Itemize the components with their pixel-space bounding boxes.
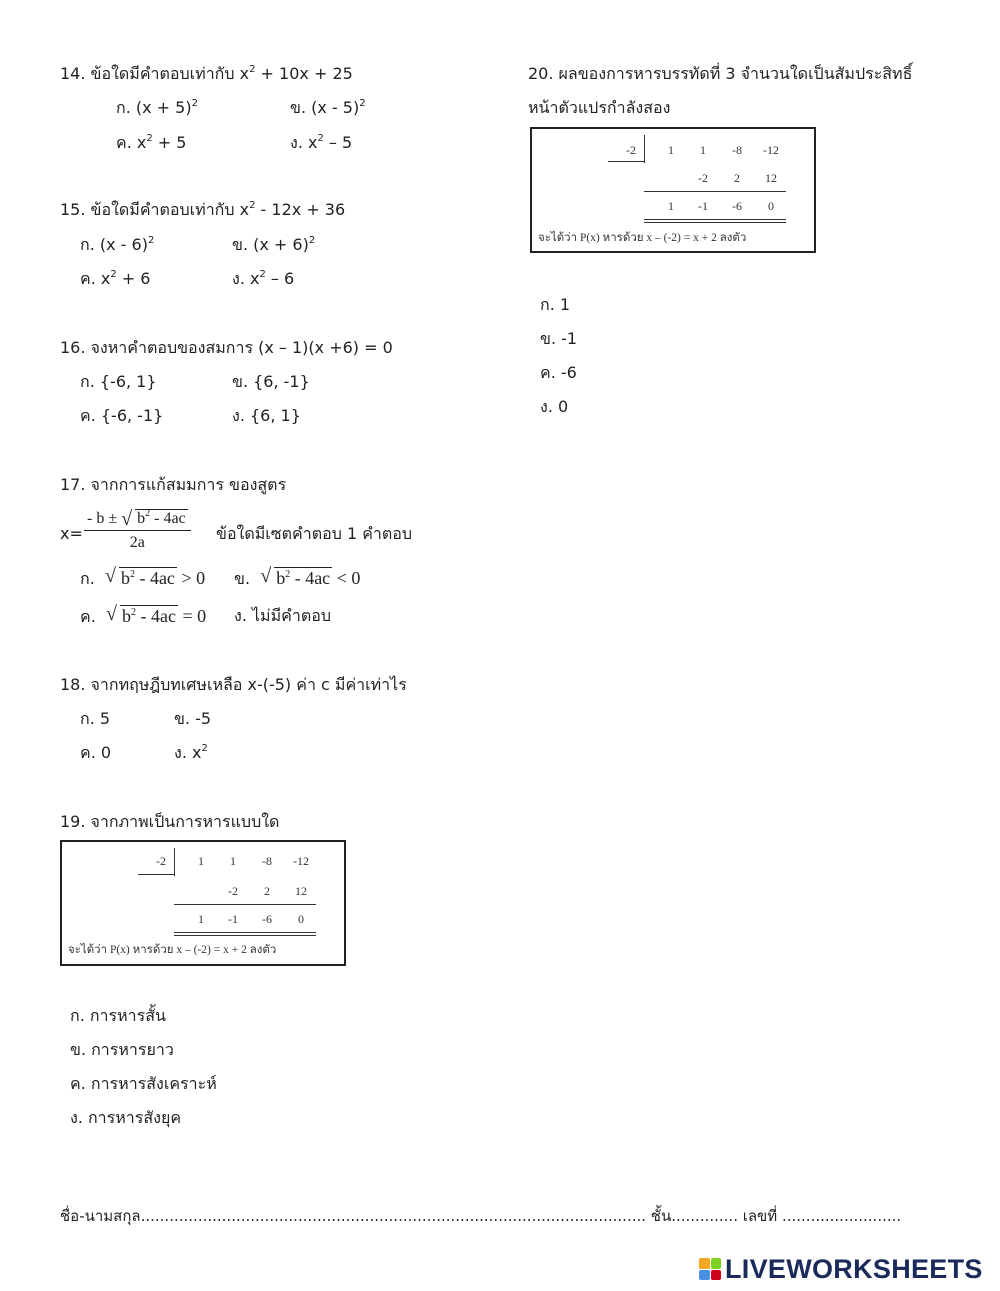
syn-divisor: -2 [626,143,636,157]
syn-divisor: -2 [156,854,166,868]
student-info-line[interactable]: ชื่อ-นามสกุล.......................................................................................................... ชั้น.............. เลขที่ ......................... [60,1207,902,1225]
logo-square-3 [699,1270,710,1281]
syn-r1-c3: -8 [262,854,272,868]
logo-square-2 [711,1258,722,1269]
q20-option-d[interactable]: ง. 0 [540,397,569,416]
q17-option-a[interactable]: ก. √ $b^2 - 4ac > 0$ [80,565,206,588]
q15-stem: 15. ข้อใดมีคำตอบเท่ากับ $x^2 - 12x + 36$ [60,200,346,219]
syn-r1-c4: -12 [293,854,309,868]
synthetic-division-figure-q19 [60,840,346,966]
q14-option-a[interactable]: ก. $(x + 5)^2$ [116,98,198,117]
syn-sum-line [644,191,786,192]
q16-option-c[interactable]: ค. {-6, -1} [80,406,164,425]
syn-r3-c2: -1 [698,199,708,213]
syn-r1-c3: -8 [732,143,742,157]
q20-stem-line1: 20. ผลของการหารบรรทัดที่ 3 จำนวนใดเป็นสัมประสิทธิ์ [528,64,913,83]
q18-option-c[interactable]: ค. 0 [80,743,112,762]
syn-double-line-1 [644,219,786,220]
syn-note: จะได้ว่า P(x) หารด้วย x – (-2) = x + 2 ลงตัว [538,232,747,244]
q20-option-b[interactable]: ข. -1 [540,329,578,348]
syn-divisor-underline [608,161,644,162]
q17-option-b[interactable]: ข. √ $b^2 - 4ac < 0$ [234,565,361,588]
q19-stem: 19. จากภาพเป็นการหารแบบใด [60,812,280,831]
syn-r2-c4: 12 [295,884,307,898]
syn-r2-c3: 2 [734,171,740,185]
q19-option-d[interactable]: ง. การหารสังยุค [70,1108,182,1127]
q14-option-b[interactable]: ข. (x - 5)$^2$ [290,98,366,117]
syn-r3-c1: 1 [198,912,204,926]
q15-option-c[interactable]: ค. $x^2 + 6$ [80,269,151,288]
q15-option-b[interactable]: ข. $(x + 6)^2$ [232,235,316,254]
q14-option-c[interactable]: ค. $x^2 + 5$ [116,133,187,152]
q17-option-c[interactable]: ค. √ $b^2 - 4ac = 0$ [80,603,207,626]
syn-r3-c3: -6 [732,199,742,213]
q17-x-equals: x= [60,524,83,543]
syn-r2-c2: -2 [228,884,238,898]
q16-option-d[interactable]: ง. {6, 1} [232,406,301,425]
syn-r3-c4: 0 [768,199,774,213]
q18-stem: 18. จากทฤษฎีบทเศษเหลือ x-(-5) ค่า c มีค่าเท่าไร [60,675,407,694]
q18-option-b[interactable]: ข. -5 [174,709,212,728]
q19-option-b[interactable]: ข. การหารยาว [70,1040,174,1059]
logo-square-4 [711,1270,722,1281]
q18-option-a[interactable]: ก. 5 [80,709,111,728]
q20-stem-line2: หน้าตัวแปรกำลังสอง [528,98,671,117]
q16-option-b[interactable]: ข. {6, -1} [232,372,310,391]
q16-option-a[interactable]: ก. {-6, 1} [80,372,157,391]
q15-option-d[interactable]: ง. $x^2 - 6$ [232,269,295,288]
syn-divisor-bar [644,135,645,163]
syn-note: จะได้ว่า P(x) หารด้วย x – (-2) = x + 2 ลงตัว [68,944,277,956]
syn-r3-c4: 0 [298,912,304,926]
q17-stem: 17. จากการแก้สมมการ ของสูตร [60,475,287,494]
syn-divisor-bar [174,848,175,876]
q18-option-d[interactable]: ง. $x^2$ [174,743,208,762]
q14-option-d[interactable]: ง. $x^2 - 5$ [290,133,353,152]
syn-double-line-2 [174,935,316,936]
syn-r2-c3: 2 [264,884,270,898]
synthetic-division-figure-q20 [530,127,816,253]
syn-r1-c4: -12 [763,143,779,157]
syn-divisor-underline [138,874,174,875]
q16-stem: 16. จงหาคำตอบของสมการ (x – 1)(x +6) = 0 [60,338,393,357]
syn-double-line-1 [174,932,316,933]
liveworksheets-logo-text: LIVEWORKSHEETS [725,1253,983,1284]
q17-which: ข้อใดมีเซตคำตอบ 1 คำตอบ [216,524,413,543]
syn-double-line-2 [644,222,786,223]
q15-option-a[interactable]: ก. (x - 6)$^2$ [80,235,155,254]
syn-sum-line [174,904,316,905]
syn-r3-c1: 1 [668,199,674,213]
syn-r3-c3: -6 [262,912,272,926]
syn-r1-c2: 1 [230,854,236,868]
logo-square-1 [699,1258,710,1269]
syn-r1-c1: 1 [198,854,204,868]
liveworksheets-logo-icon [699,1258,721,1280]
syn-r2-c4: 12 [765,171,777,185]
liveworksheets-logo [699,1255,983,1283]
syn-r3-c2: -1 [228,912,238,926]
quadratic-formula: - b ± √ $b^2 - 4ac$ 2a [84,510,191,552]
q17-option-d[interactable]: ง. ไม่มีคำตอบ [234,606,331,625]
q14-stem: 14. ข้อใดมีคำตอบเท่ากับ $x^2 + 10x + 25$ [60,64,353,83]
q19-option-a[interactable]: ก. การหารสั้น [70,1006,166,1025]
syn-r1-c2: 1 [700,143,706,157]
syn-r1-c1: 1 [668,143,674,157]
q19-option-c[interactable]: ค. การหารสังเคราะห์ [70,1074,217,1093]
q20-option-c[interactable]: ค. -6 [540,363,577,382]
q20-option-a[interactable]: ก. 1 [540,295,571,314]
syn-r2-c2: -2 [698,171,708,185]
